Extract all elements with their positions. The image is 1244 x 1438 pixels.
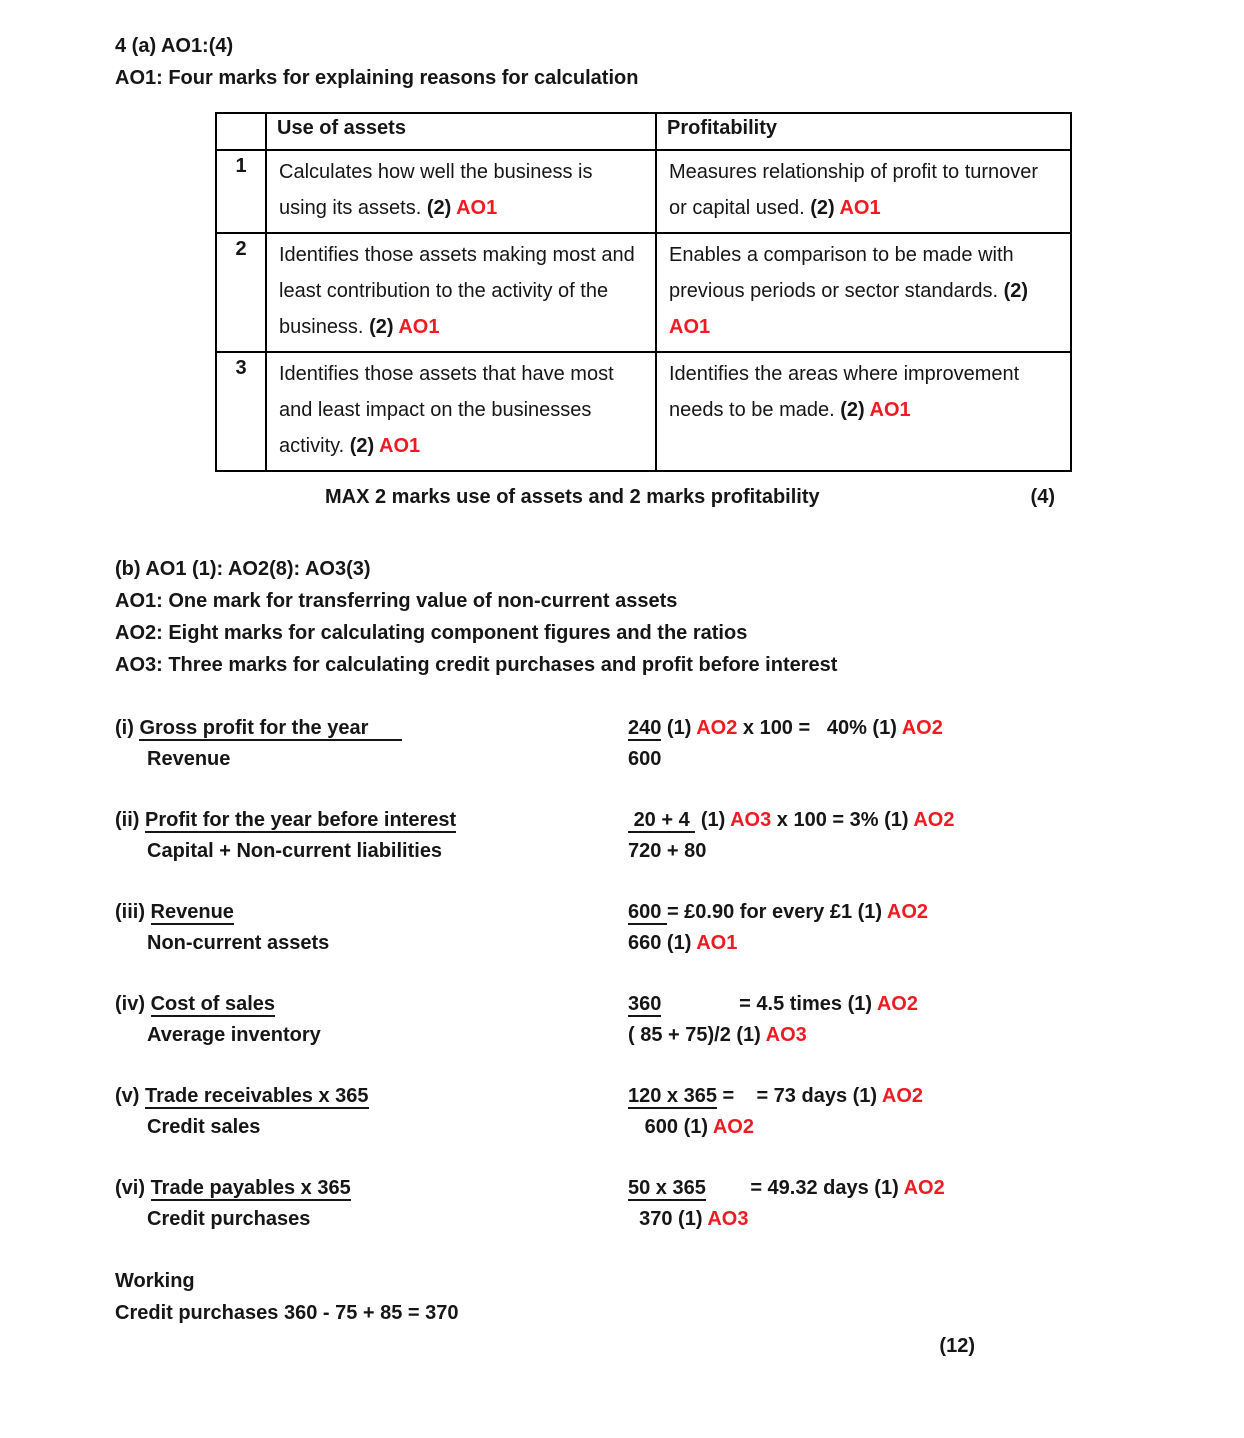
total-marks-line (115, 1335, 975, 1358)
ratio-ii-label-numerator: (ii) Profit for the year before interest (115, 809, 457, 831)
ratio-calculations (115, 713, 1244, 1235)
section-b-title: (b) AO1 (1): AO2(8): AO3(3) (115, 558, 371, 580)
ratio-i-calc-denominator: 600 (628, 748, 662, 770)
ratio-i-calculation (628, 713, 1244, 775)
ratio-ii-label (115, 805, 628, 867)
ratio-v-label-numerator: (v) Trade receivables x 365 (115, 1085, 369, 1107)
profitability-cell: Measures relationship of profit to turnover or capital used. (2) AO1 (656, 150, 1071, 233)
marks-table (215, 112, 1072, 472)
use-of-assets-cell: Identifies those assets making most and least contribution to the activity of the business. (2) AO1 (266, 233, 656, 352)
ratio-iv-label-denominator: Average inventory (147, 1024, 321, 1046)
max-marks-value: (4) (1030, 486, 1055, 508)
max-note: MAX 2 marks use of assets and 2 marks profitability (325, 486, 820, 508)
ratio-v-label-denominator: Credit sales (147, 1116, 261, 1138)
ratio-iii-calc-denominator: 660 (1) AO1 (628, 932, 738, 954)
ratio-ii-label-denominator: Capital + Non-current liabilities (147, 840, 443, 862)
ratio-v-label (115, 1081, 628, 1143)
max-marks-line (325, 486, 1055, 509)
ratio-iii-label-denominator: Non-current assets (147, 932, 330, 954)
ratio-ii-calc-numerator: 20 + 4 (1) AO3 x 100 = 3% (1) AO2 (628, 809, 955, 831)
ratio-block-ii (115, 805, 1244, 867)
ratio-vi-label-numerator: (vi) Trade payables x 365 (115, 1177, 351, 1199)
ratio-i-label (115, 713, 628, 775)
row-number: 1 (216, 150, 266, 233)
profitability-header: Profitability (656, 113, 1071, 150)
table-row (216, 150, 1071, 233)
ratio-ii-calc-denominator: 720 + 80 (628, 840, 707, 862)
ratio-iv-label-numerator: (iv) Cost of sales (115, 993, 276, 1015)
ratio-block-v (115, 1081, 1244, 1143)
ratio-iii-calculation (628, 897, 1244, 959)
section-b-ao2-note: AO2: Eight marks for calculating component figures and the ratios (115, 622, 748, 644)
working-section (115, 1265, 1244, 1329)
ratio-i-label-denominator: Revenue (147, 748, 231, 770)
ratio-block-i (115, 713, 1244, 775)
ratio-v-calculation (628, 1081, 1244, 1143)
section-b-ao3-note: AO3: Three marks for calculating credit purchases and profit before interest (115, 654, 838, 676)
use-of-assets-header: Use of assets (266, 113, 656, 150)
ratio-v-calc-denominator: 600 (1) AO2 (628, 1116, 754, 1138)
ratio-block-iii (115, 897, 1244, 959)
ratio-vi-label-denominator: Credit purchases (147, 1208, 311, 1230)
working-title: Working (115, 1270, 195, 1292)
ratio-v-calc-numerator: 120 x 365 = = 73 days (1) AO2 (628, 1085, 924, 1107)
ratio-i-calc-numerator: 240 (1) AO2 x 100 = 40% (1) AO2 (628, 717, 943, 739)
row-number: 2 (216, 233, 266, 352)
ratio-iv-calc-denominator: ( 85 + 75)/2 (1) AO3 (628, 1024, 807, 1046)
ratio-ii-calculation (628, 805, 1244, 867)
ratio-iv-calc-numerator: 360 = 4.5 times (1) AO2 (628, 993, 918, 1015)
question-number-line: 4 (a) AO1:(4) (115, 35, 234, 57)
profitability-cell: Identifies the areas where improvement needs to be made. (2) AO1 (656, 352, 1071, 471)
section-b-ao1-note: AO1: One mark for transferring value of non-current assets (115, 590, 678, 612)
row-number-header (216, 113, 266, 150)
ratio-i-label-numerator: (i) Gross profit for the year (115, 717, 402, 739)
section-b-heading (115, 553, 1244, 681)
ratio-block-iv (115, 989, 1244, 1051)
total-marks-value: (12) (939, 1335, 975, 1357)
ratio-vi-calc-numerator: 50 x 365 = 49.32 days (1) AO2 (628, 1177, 945, 1199)
ratio-iii-label (115, 897, 628, 959)
ratio-iii-label-numerator: (iii) Revenue (115, 901, 234, 923)
ratio-vi-calculation (628, 1173, 1244, 1235)
ratio-iv-calculation (628, 989, 1244, 1051)
ratio-vi-calc-denominator: 370 (1) AO3 (628, 1208, 749, 1230)
ratio-vi-label (115, 1173, 628, 1235)
use-of-assets-cell: Identifies those assets that have most and least impact on the businesses activity. (2) AO1 (266, 352, 656, 471)
table-header-row (216, 113, 1071, 150)
ratio-iii-calc-numerator: 600 = £0.90 for every £1 (1) AO2 (628, 901, 929, 923)
table-row (216, 233, 1071, 352)
ratio-iv-label (115, 989, 628, 1051)
ratio-block-vi (115, 1173, 1244, 1235)
use-of-assets-cell: Calculates how well the business is using its assets. (2) AO1 (266, 150, 656, 233)
row-number: 3 (216, 352, 266, 471)
question-heading (115, 30, 1244, 94)
profitability-cell: Enables a comparison to be made with previous periods or sector standards. (2) AO1 (656, 233, 1071, 352)
working-calculation: Credit purchases 360 - 75 + 85 = 370 (115, 1302, 459, 1324)
table-row (216, 352, 1071, 471)
ao1-summary-line: AO1: Four marks for explaining reasons for calculation (115, 67, 639, 89)
